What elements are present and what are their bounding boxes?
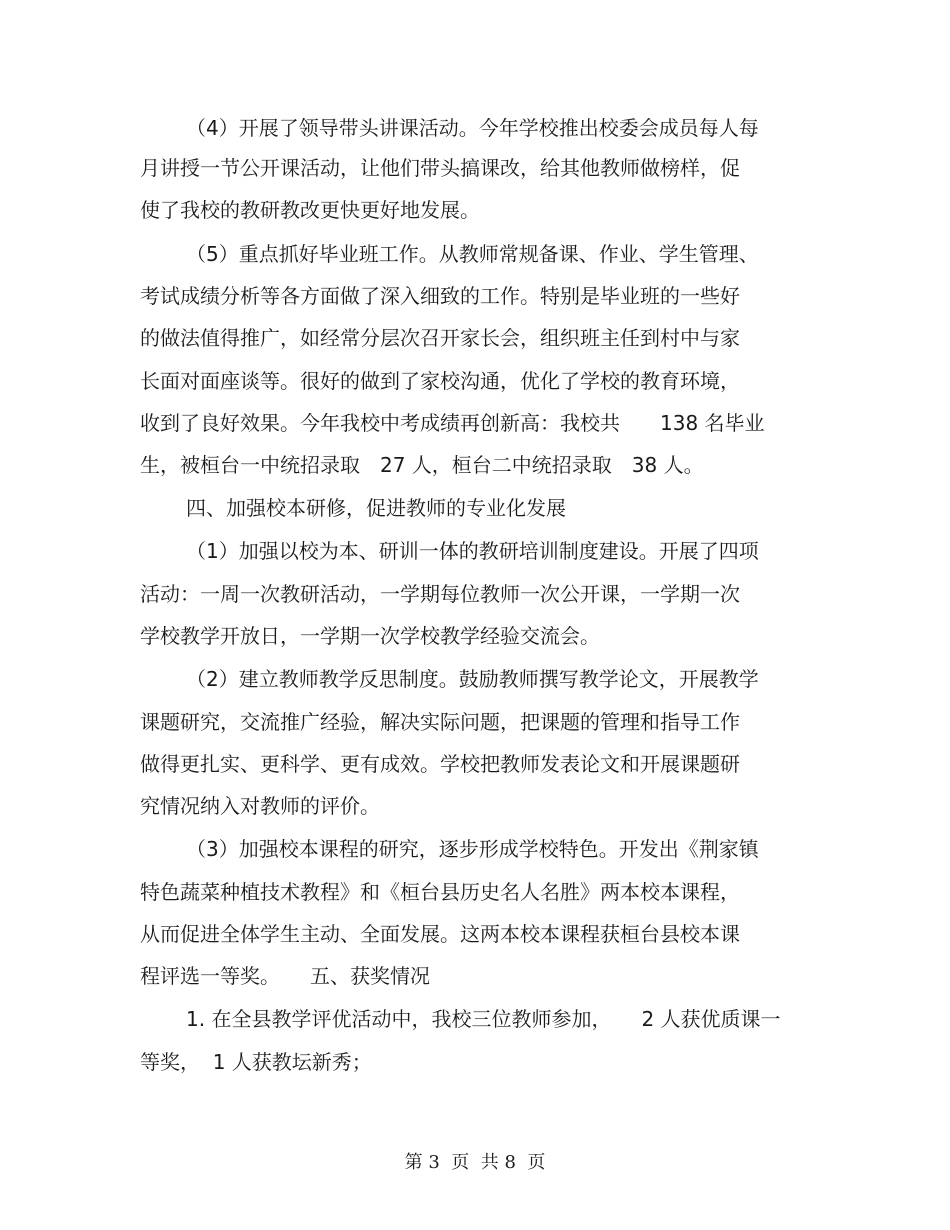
section-heading: 四、加强校本研修，促进教师的专业化发展 — [186, 496, 566, 520]
paragraph-line: （1）加强以校为本、研训一体的教研培训制度建设。开展了四项 — [186, 539, 759, 563]
paragraph-line: 月讲授一节公开课活动，让他们带头搞课改，给其他教师做榜样，促 — [140, 156, 740, 180]
paragraph-line: 使了我校的教研教改更快更好地发展。 — [140, 198, 480, 222]
paragraph-line: 的做法值得推广，如经常分层次召开家长会，组织班主任到村中与家 — [140, 326, 740, 350]
paragraph-line: 从而促进全体学生主动、全面发展。这两本校本课程获桓台县校本课 — [140, 922, 740, 946]
paragraph-line: （5）重点抓好毕业班工作。从教师常规备课、作业、学生管理、 — [186, 242, 759, 266]
paragraph-line: 做得更扎实、更科学、更有成效。学校把教师发表论文和开展课题研 — [140, 752, 740, 776]
paragraph-line: 究情况纳入对教师的评价。 — [140, 794, 380, 818]
paragraph-line: 长面对面座谈等。很好的做到了家校沟通，优化了学校的教育环境， — [140, 369, 740, 393]
paragraph-line: 特色蔬菜种植技术教程》和《桓台县历史名人名胜》两本校本课程， — [140, 880, 740, 904]
paragraph-line: 收到了良好效果。今年我校中考成绩再创新高：我校共 138 名毕业 — [140, 411, 765, 435]
page-number-footer: 第 3 页 共 8 页 — [404, 1152, 546, 1173]
paragraph-line: （3）加强校本课程的研究，逐步形成学校特色。开发出《荆家镇 — [186, 837, 759, 861]
paragraph-line: （2）建立教师教学反思制度。鼓励教师撰写教学论文，开展教学 — [186, 667, 759, 691]
paragraph-line: 1. 在全县教学评优活动中，我校三位教师参加， 2 人获优质课一 — [186, 1007, 781, 1031]
paragraph-line: 课题研究，交流推广经验，解决实际问题，把课题的管理和指导工作 — [140, 710, 740, 734]
paragraph-line: 生，被桓台一中统招录取 27 人，桓台二中统招录取 38 人。 — [140, 453, 704, 477]
paragraph-line: 等奖， 1 人获教坛新秀； — [140, 1050, 372, 1074]
paragraph-line: 学校教学开放日，一学期一次学校教学经验交流会。 — [140, 624, 600, 648]
paragraph-line: 活动：一周一次教研活动，一学期每位教师一次公开课，一学期一次 — [140, 582, 740, 606]
paragraph-line: 考试成绩分析等各方面做了深入细致的工作。特别是毕业班的一些好 — [140, 284, 740, 308]
paragraph-line: （4）开展了领导带头讲课活动。今年学校推出校委会成员每人每 — [186, 116, 759, 140]
paragraph-line: 程评选一等奖。 五、获奖情况 — [140, 964, 430, 988]
